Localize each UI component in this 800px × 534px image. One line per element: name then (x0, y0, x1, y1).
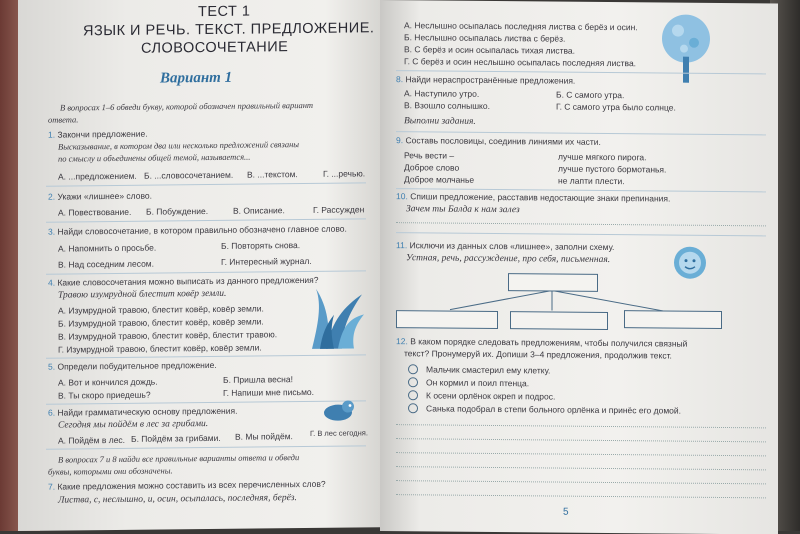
scheme-box-2[interactable] (510, 311, 608, 330)
question-7: 7. Какие предложения можно составить из всех перечисленных слов? (48, 478, 326, 492)
q2-option-a[interactable]: А. Повествование. (58, 206, 132, 218)
sentence-3: К осени орлёнок окреп и подрос. (426, 390, 556, 402)
q6-option-v[interactable]: В. Мы пойдём. (235, 431, 293, 442)
bird-illustration (318, 396, 358, 422)
question-12: 12. В каком порядке следовать предложениям, чтобы получился связный (396, 336, 688, 349)
question-7-italic: Листва, с, неслышно, и, осин, осыпалась, последняя, берёз. (58, 493, 297, 506)
q5-option-b[interactable]: Б. Пришла весна! (223, 374, 293, 385)
question-2: 2. Укажи «лишнее» слово. (48, 190, 152, 202)
q7-option-b[interactable]: Б. Неслышно осыпалась листва с берёз. (404, 32, 566, 44)
q4-option-v[interactable]: В. Изумрудной травою, блестит ковёр, блестит травою. (58, 329, 278, 342)
q3-option-b[interactable]: Б. Повторять снова. (221, 240, 301, 251)
answer-line[interactable] (396, 424, 766, 428)
q4-option-a[interactable]: А. Изумрудной травою, блестит ковёр, ковёр земли. (58, 303, 264, 316)
question-4: 4. Какие словосочетания можно выписать из данного предложения? (48, 274, 319, 288)
sentence-4: Санька подобрал в степи больного орлёнка и принёс его домой. (426, 403, 681, 416)
proverb-right-2[interactable]: лучше пустого бормотанья. (558, 163, 667, 175)
question-11: 11. Исключи из данных слов «лишнее», заполни схему. (396, 240, 615, 253)
question-1: 1. Закончи предложение. (48, 128, 148, 140)
q8-option-b[interactable]: Б. С самого утра. (556, 89, 625, 101)
scheme-box-3[interactable] (624, 310, 722, 329)
question-10-italic: Зачем ты Балда к нам залез (406, 204, 520, 216)
q5-option-v[interactable]: В. Ты скоро приедешь? (58, 389, 151, 401)
q2-option-g[interactable]: Г. Рассужден (313, 204, 365, 215)
question-9: 9. Составь пословицы, соединив линиями их части. (396, 135, 601, 147)
q3-option-v[interactable]: В. Над соседним лесом. (58, 258, 155, 270)
q5-option-a[interactable]: А. Вот и кончился дождь. (58, 376, 158, 388)
divider (46, 354, 366, 358)
instruction-2-line2: буквы, которыми они обозначены. (48, 465, 173, 477)
order-circle-3[interactable] (408, 390, 418, 400)
answer-line[interactable] (396, 494, 766, 498)
q2-option-v[interactable]: В. Описание. (233, 205, 285, 216)
question-11-italic: Устная, речь, рассуждение, про себя, письменная. (406, 253, 611, 266)
proverb-right-1[interactable]: лучше мягкого пирога. (558, 151, 647, 163)
smiley-illustration (670, 245, 710, 281)
question-5: 5. Определи побудительное предложение. (48, 359, 217, 372)
question-8: 8. Найди нераспространённые предложения. (396, 74, 576, 86)
proverb-right-3[interactable]: не лапти плести. (558, 175, 625, 187)
question-6: 6. Найди грамматическую основу предложения. (48, 405, 238, 418)
q7-option-a[interactable]: А. Неслышно осыпалась последняя листва с берёз и осин. (404, 20, 638, 33)
answer-line[interactable] (396, 480, 766, 484)
proverb-left-3[interactable]: Доброе молчанье (404, 174, 475, 185)
question-10: 10. Спиши предложение, расставив недостающие знаки препинания. (396, 191, 671, 204)
q4-option-g[interactable]: Г. Изумрудной травою, блестит ковёр, ковёр земли. (58, 342, 262, 355)
q8-option-g[interactable]: Г. С самого утра было солнце. (556, 101, 676, 113)
test-title: ТЕСТ 1 (198, 3, 251, 21)
question-12-line2: текст? Пронумеруй их. Допиши 3–4 предложения, продолжив текст. (404, 348, 672, 361)
instruction-1-line1: В вопросах 1–6 обведи букву, которой обозначен правильный вариант (60, 99, 314, 113)
q8-option-v[interactable]: В. Взошло солнышко. (404, 100, 490, 111)
answer-line[interactable] (396, 452, 766, 456)
q6-option-a[interactable]: А. Пойдём в лес. (58, 434, 126, 446)
page-number: 5 (563, 506, 569, 518)
q1-option-b[interactable]: Б. ...словосочетанием. (144, 169, 234, 181)
q2-option-b[interactable]: Б. Побуждение. (146, 206, 209, 217)
instruction-2-line1: В вопросах 7 и 8 найди все правильные варианты ответа и обведи (58, 452, 300, 465)
q1-option-g[interactable]: Г. ...речью. (323, 168, 366, 179)
question-1-italic-1: Высказывание, в котором два или несколько предложений связаны (58, 139, 300, 152)
order-circle-2[interactable] (408, 377, 418, 387)
q8-option-a[interactable]: А. Наступило утро. (404, 88, 480, 99)
divider (46, 218, 366, 222)
q5-option-g[interactable]: Г. Напиши мне письмо. (223, 386, 315, 398)
proverb-left-1[interactable]: Речь вести – (404, 150, 455, 161)
scheme-top-box[interactable] (508, 273, 598, 292)
right-page (380, 0, 778, 534)
divider (46, 445, 366, 449)
divider (46, 182, 366, 186)
order-circle-4[interactable] (408, 403, 418, 413)
q7-option-g[interactable]: Г. С берёз и осин неслышно осыпалась последняя листва. (404, 56, 637, 69)
question-4-italic: Травою изумрудной блестит ковёр земли. (58, 288, 227, 301)
sentence-1: Мальчик смастерил ему клетку. (426, 364, 551, 376)
test-subtitle-line2: СЛОВОСОЧЕТАНИЕ (141, 39, 289, 57)
instruction-1-line2: ответа. (48, 114, 79, 125)
tree-illustration (656, 12, 716, 85)
scheme-box-1[interactable] (396, 310, 498, 329)
q3-option-a[interactable]: А. Напомнить о просьбе. (58, 242, 157, 254)
answer-line[interactable] (396, 466, 766, 470)
q7-option-v[interactable]: В. С берёз и осин осыпалась тихая листва. (404, 44, 575, 56)
q1-option-a[interactable]: А. ...предложением. (58, 170, 137, 182)
test-subtitle-line1: ЯЗЫК И РЕЧЬ. ТЕКСТ. ПРЕДЛОЖЕНИЕ. (83, 20, 375, 40)
question-1-italic-2: по смыслу и объединены общей темой, называется... (58, 151, 251, 164)
variant-title: Вариант 1 (160, 69, 233, 87)
tasks-heading: Выполни задания. (404, 116, 476, 127)
answer-line[interactable] (396, 438, 766, 442)
grass-illustration (308, 284, 366, 351)
q3-option-g[interactable]: Г. Интересный журнал. (221, 255, 312, 267)
q6-option-b[interactable]: Б. Пойдём за грибами. (131, 432, 221, 444)
sentence-2: Он кормил и поил птенца. (426, 377, 530, 389)
left-page (18, 0, 380, 531)
q1-option-v[interactable]: В. ...текстом. (247, 169, 298, 180)
divider (396, 232, 766, 236)
question-3: 3. Найди словосочетание, в котором правильно обозначено главное слово. (48, 223, 347, 237)
order-circle-1[interactable] (408, 364, 418, 374)
q6-option-g[interactable]: Г. В лес сегодня. (310, 428, 368, 438)
proverb-left-2[interactable]: Доброе слово (404, 162, 460, 173)
answer-line[interactable] (396, 222, 766, 226)
question-6-italic: Сегодня мы пойдём в лес за грибами. (58, 419, 209, 431)
q4-option-b[interactable]: Б. Изумрудной травою, блестит ковёр, ковёр земли. (58, 316, 264, 329)
